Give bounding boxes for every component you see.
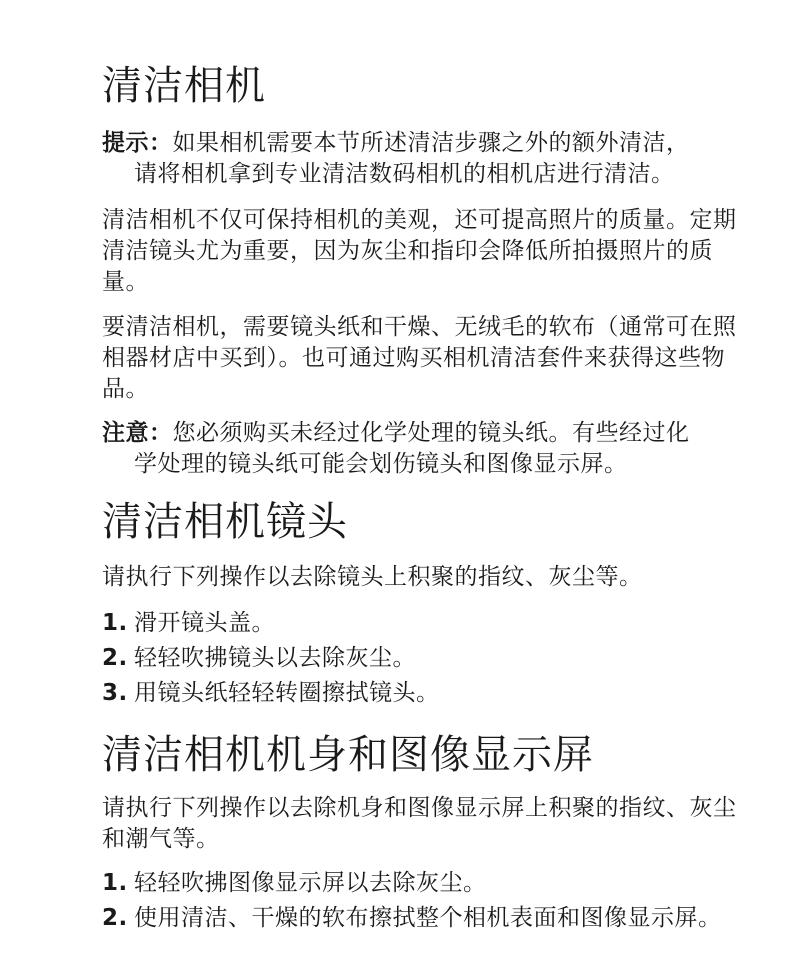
- tip-label: 提示：: [102, 130, 173, 156]
- section-title-body-screen: 清洁相机机身和图像显示屏: [102, 732, 594, 778]
- step-text: 用镜头纸轻轻转圈擦拭镜头。: [134, 680, 440, 706]
- step-number: 2.: [102, 905, 128, 931]
- paragraph-supplies: 要清洁相机，需要镜头纸和干燥、无绒毛的软布（通常可在照相器材店中买到）。也可通过购买相机清洁套件来获得这些物品。: [102, 314, 737, 402]
- paragraph-benefits: 清洁相机不仅可保持相机的美观，还可提高照片的质量。定期清洁镜头尤为重要，因为灰尘和指印会降低所拍摄照片的质量。: [102, 207, 737, 295]
- body-steps-list: [102, 868, 752, 934]
- lens-intro: 请执行下列操作以去除镜头上积聚的指纹、灰尘等。: [102, 564, 643, 590]
- page-title: 清洁相机: [102, 63, 266, 109]
- step-number: 1.: [102, 870, 128, 896]
- caution-line-2: 学处理的镜头纸可能会划伤镜头和图像显示屏。: [134, 451, 628, 477]
- caution-line-1: 您必须购买未经过化学处理的镜头纸。有些经过化: [172, 420, 690, 446]
- caution-note: [102, 418, 752, 480]
- list-item: [102, 608, 752, 639]
- step-text: 轻轻吹拂图像显示屏以去除灰尘。: [134, 870, 487, 896]
- section-title-lens: 清洁相机镜头: [102, 499, 348, 545]
- body-intro: 请执行下列操作以去除机身和图像显示屏上积聚的指纹、灰尘和潮气等。: [102, 795, 737, 852]
- list-item: [102, 643, 752, 674]
- step-number: 2.: [102, 645, 128, 671]
- list-item: [102, 903, 752, 934]
- step-text: 使用清洁、干燥的软布擦拭整个相机表面和图像显示屏。: [134, 905, 722, 931]
- list-item: [102, 678, 752, 709]
- step-text: 滑开镜头盖。: [134, 610, 275, 636]
- tip-line-2: 请将相机拿到专业清洁数码相机的相机店进行清洁。: [134, 161, 675, 187]
- lens-steps-list: [102, 608, 752, 709]
- tip-line-1: 如果相机需要本节所述清洁步骤之外的额外清洁，: [172, 130, 690, 156]
- step-text: 轻轻吹拂镜头以去除灰尘。: [134, 645, 416, 671]
- tip-note: [102, 128, 752, 190]
- lens-steps: [102, 608, 752, 713]
- body-steps: [102, 868, 752, 938]
- step-number: 1.: [102, 610, 128, 636]
- caution-label: 注意：: [102, 420, 173, 446]
- list-item: [102, 868, 752, 899]
- step-number: 3.: [102, 680, 128, 706]
